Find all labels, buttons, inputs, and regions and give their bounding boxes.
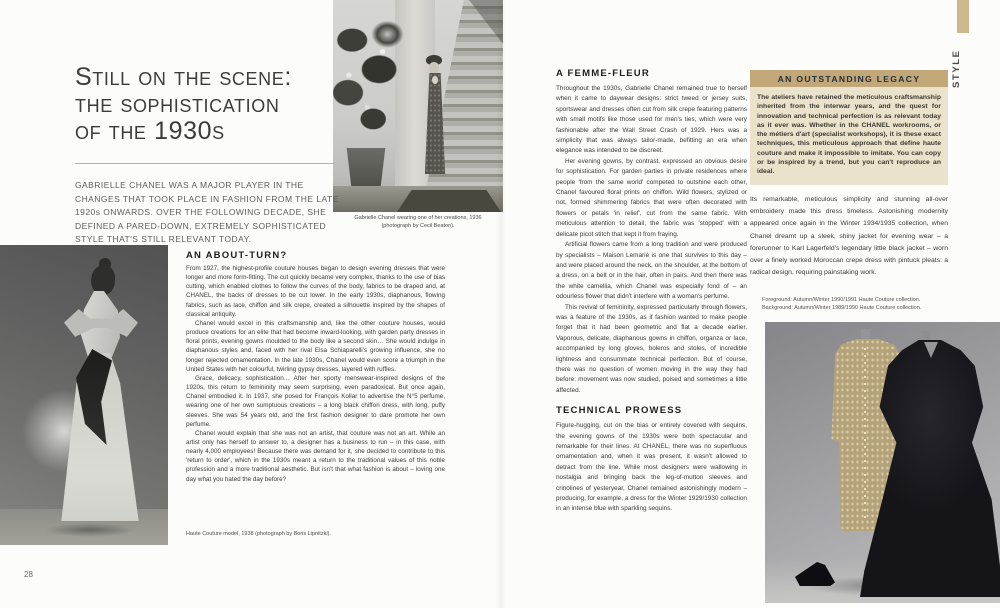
body-paragraph: Figure-hugging, cut on the bias or entirely covered with sequins, the evening gowns of the 1930s were both spectacular and remarkable for their lines. At CHANEL, there was no superfluous ornamentation and, when it was present, it wasn't allowed to detract from the line. While most designers were wallowing in nostalgia and bringing back the leg-of-mutton sleeves and crinolines of yesteryear, Chanel remained astonishingly modern – producing, for example, a dress for the Winter 1929/1930 collection in an intense blue with sparkling sequins. [556,422,747,513]
photo-caption-dresses [762,296,921,312]
style-chapter-tab [957,0,969,33]
title-line-3: of the 1930s [75,117,225,145]
dress-description-paragraph: Its remarkable, meticulous simplicity and stunning all-over embroidery made this dress timeless. Astonishing modernity appeared once again in the Winter 1934/1935 collection, when Chanel dreamt up a sleek, shiny jacket for evening wear – a forerunner to Karl Lagerfeld's legendary little black jacket – worn over a finely worked Moroccan crepe dress with pintuck pleats: a radical design, requiring painstaking work. [750,196,948,277]
section-heading-femme-fleur: A FEMME-FLEUR [556,68,650,79]
body-paragraph: Chanel would excel in this craftsmanship and, like the other couture houses, would produce creations for an elite that had become inward-looking, with garden party dresses in floral prints, evening gowns moulded to the body like a second skin… She would indulge in diaphanous styles and, faced with her rival Elsa Schiaparelli's growing influence, she no longer rejected ornamentation. In the late 1930s, Chanel would even score a triumph in the United States with her colourful, twirling gypsy dresses, layered with ruffles. [186,319,445,373]
right-page-column-1 [556,68,747,515]
model-hair [91,265,115,295]
title-line-1: Still on the scene: [75,63,292,91]
title-divider-rule [75,163,335,164]
style-chapter-label: STYLE [951,49,962,88]
body-paragraph: Her evening gowns, by contrast, expressed an obvious desire for sophistication. For garden parties in private residences where people 'from the same world' competed to outshine each other, Chanel favoured floral prints on chiffon. Wild flowers, stylized or not, formed shimmering fabrics that were often decorated with flowers or petals 'in relief', cut from the same fabric. With meticulous attention to detail, the fabric was 'stopped' with a delicate picot stitch that kept it from fraying. [556,157,747,238]
legacy-box-title: AN OUTSTANDING LEGACY [750,70,948,87]
photo-haute-couture-model [0,245,168,545]
legacy-box-body: The ateliers have retained the meticulous craftsmanship inherited from the interwar years, and the quest for innovation and technical perfection is as relevant today as it ever was. Whether in the CHANEL workrooms, or the métiers d'art (specialist workshops), it is these exact techniques, this meticulous approach that define haute couture and make it impossible to imitate. You can copy or be inspired by a trend, but you can't reproduce an ideal. [750,87,948,185]
photo-caption-model: Haute Couture model, 1938 (photograph by Boris Lipnitzki). [186,531,331,537]
body-paragraph: Grace, delicacy, sophistication… After her sporty menswear-inspired designs of the 1920s, this return to femininity may seem surprising, even paradoxical. But once again, Chanel embodied it. In 1937, she posed for François Kollar to advertise the N°5 perfume, wearing one of her own sumptuous creations – a long black chiffon dress, with long, puffy sleeves. She was 54 years old, and the first fashion designer to dare promote her own perfume. [186,374,445,428]
gold-dress-button-row [864,348,866,518]
intro-paragraph: GABRIELLE CHANEL WAS A MAJOR PLAYER IN THE CHANGES THAT TOOK PLACE IN FASHION FROM THE LATE 1920s ONWARDS. OVER THE FOLLOWING DECADE, SHE DEFINED A PARED-DOWN, EXTREMELY SOPHISTICATED STYLE THAT'S STILL RELEVANT TODAY. [75,180,339,244]
section-heading-about-turn: AN ABOUT-TURN? [186,250,288,261]
caption-line: Foreground: Autumn/Winter 1990/1991 Haute Couture collection. [762,297,921,303]
body-paragraph: Throughout the 1930s, Gabrielle Chanel remained true to herself when it came to daywear designs: strict tweed or jersey suits, sportswear and dresses often cut from silk crepe featuring patterns with small motifs like those used for men's ties, which were very fashionable after the Wall Street Crash of 1929. Hers was a simplicity that was always tailor-made, befitting an era when elegance was intended to be discreet. [556,85,747,155]
body-paragraph: Chanel would explain that she was not an artist, that couture was not an art. While an artist only has herself to answer to, a designer has a business to run – in this case, with nearly 4,000 employees! Because there was demand for it, she decided to contribute to this 'return to order', which in the 1930s meant a return to the traditional values of this noble profession and a more traditional aesthetic. But isn't that what fashion is about – loving one day what you hated the day before? [186,429,445,483]
photo-caption-stairs [323,215,513,230]
title-line-2: the sophistication [75,90,280,118]
page-gutter [496,0,506,608]
about-turn-body [186,264,445,484]
page-number: 28 [24,570,33,579]
page-title [75,64,355,145]
floor-shadow [30,521,150,539]
caption-line: Gabrielle Chanel wearing one of her creations, 1936 [354,215,482,221]
section-heading-technical-prowess: TECHNICAL PROWESS [556,405,683,417]
caption-line: Background: Autumn/Winter 1989/1990 Haute Couture collection. [762,305,922,311]
chanel-light-scarf [432,76,438,84]
body-paragraph: This revival of femininity, expressed particularly through flowers, was a feature of the 1930s, as if fashion wanted to make people forget that it had been geometric and flat a decade earlier. Vaporous, delicate, diaphanous gowns in chiffon, organza or lace, accompanied by long gloves, boleros and stoles, of incredible lightness and consummate technical perfection. But of course, there was no question of women moving in the way they had before: movement was now studied, poised and sometimes a little affected. [556,303,747,394]
body-paragraph: Artificial flowers came from a long tradition and were produced by specialists – Maison Lemarié is one that survives to this day – and were placed around the neck, on the shoulder, at the bottom of a dress, on a belt or in the hair, often in pairs. And then there was the white camellia, which Chanel was especially fond of – an odourless flower that didn't interfere with a woman's perfume. [556,241,747,301]
legacy-sidebar-box [750,70,948,185]
chanel-face [429,62,439,73]
photo-couture-dresses [765,322,1000,603]
photo-chanel-on-stairs [333,0,503,212]
floor-mat [397,190,501,212]
caption-line: (photograph by Cecil Beaton). [381,222,455,229]
body-paragraph: From 1927, the highest-profile couture houses began to design evening dresses that were longer and more form-fitting. The cut quickly became very complex, thanks to the use of bias cutting, which enabled clothes to follow the curves of the body, fabrics to be draped and, at CHANEL, the backs of dresses to be cut lower. In the early 1930s, diaphanous, flowing fabrics, such as lace, chiffon and silk crepe, created a silhouette inspired by the shapes of classical antiquity. [186,265,445,318]
